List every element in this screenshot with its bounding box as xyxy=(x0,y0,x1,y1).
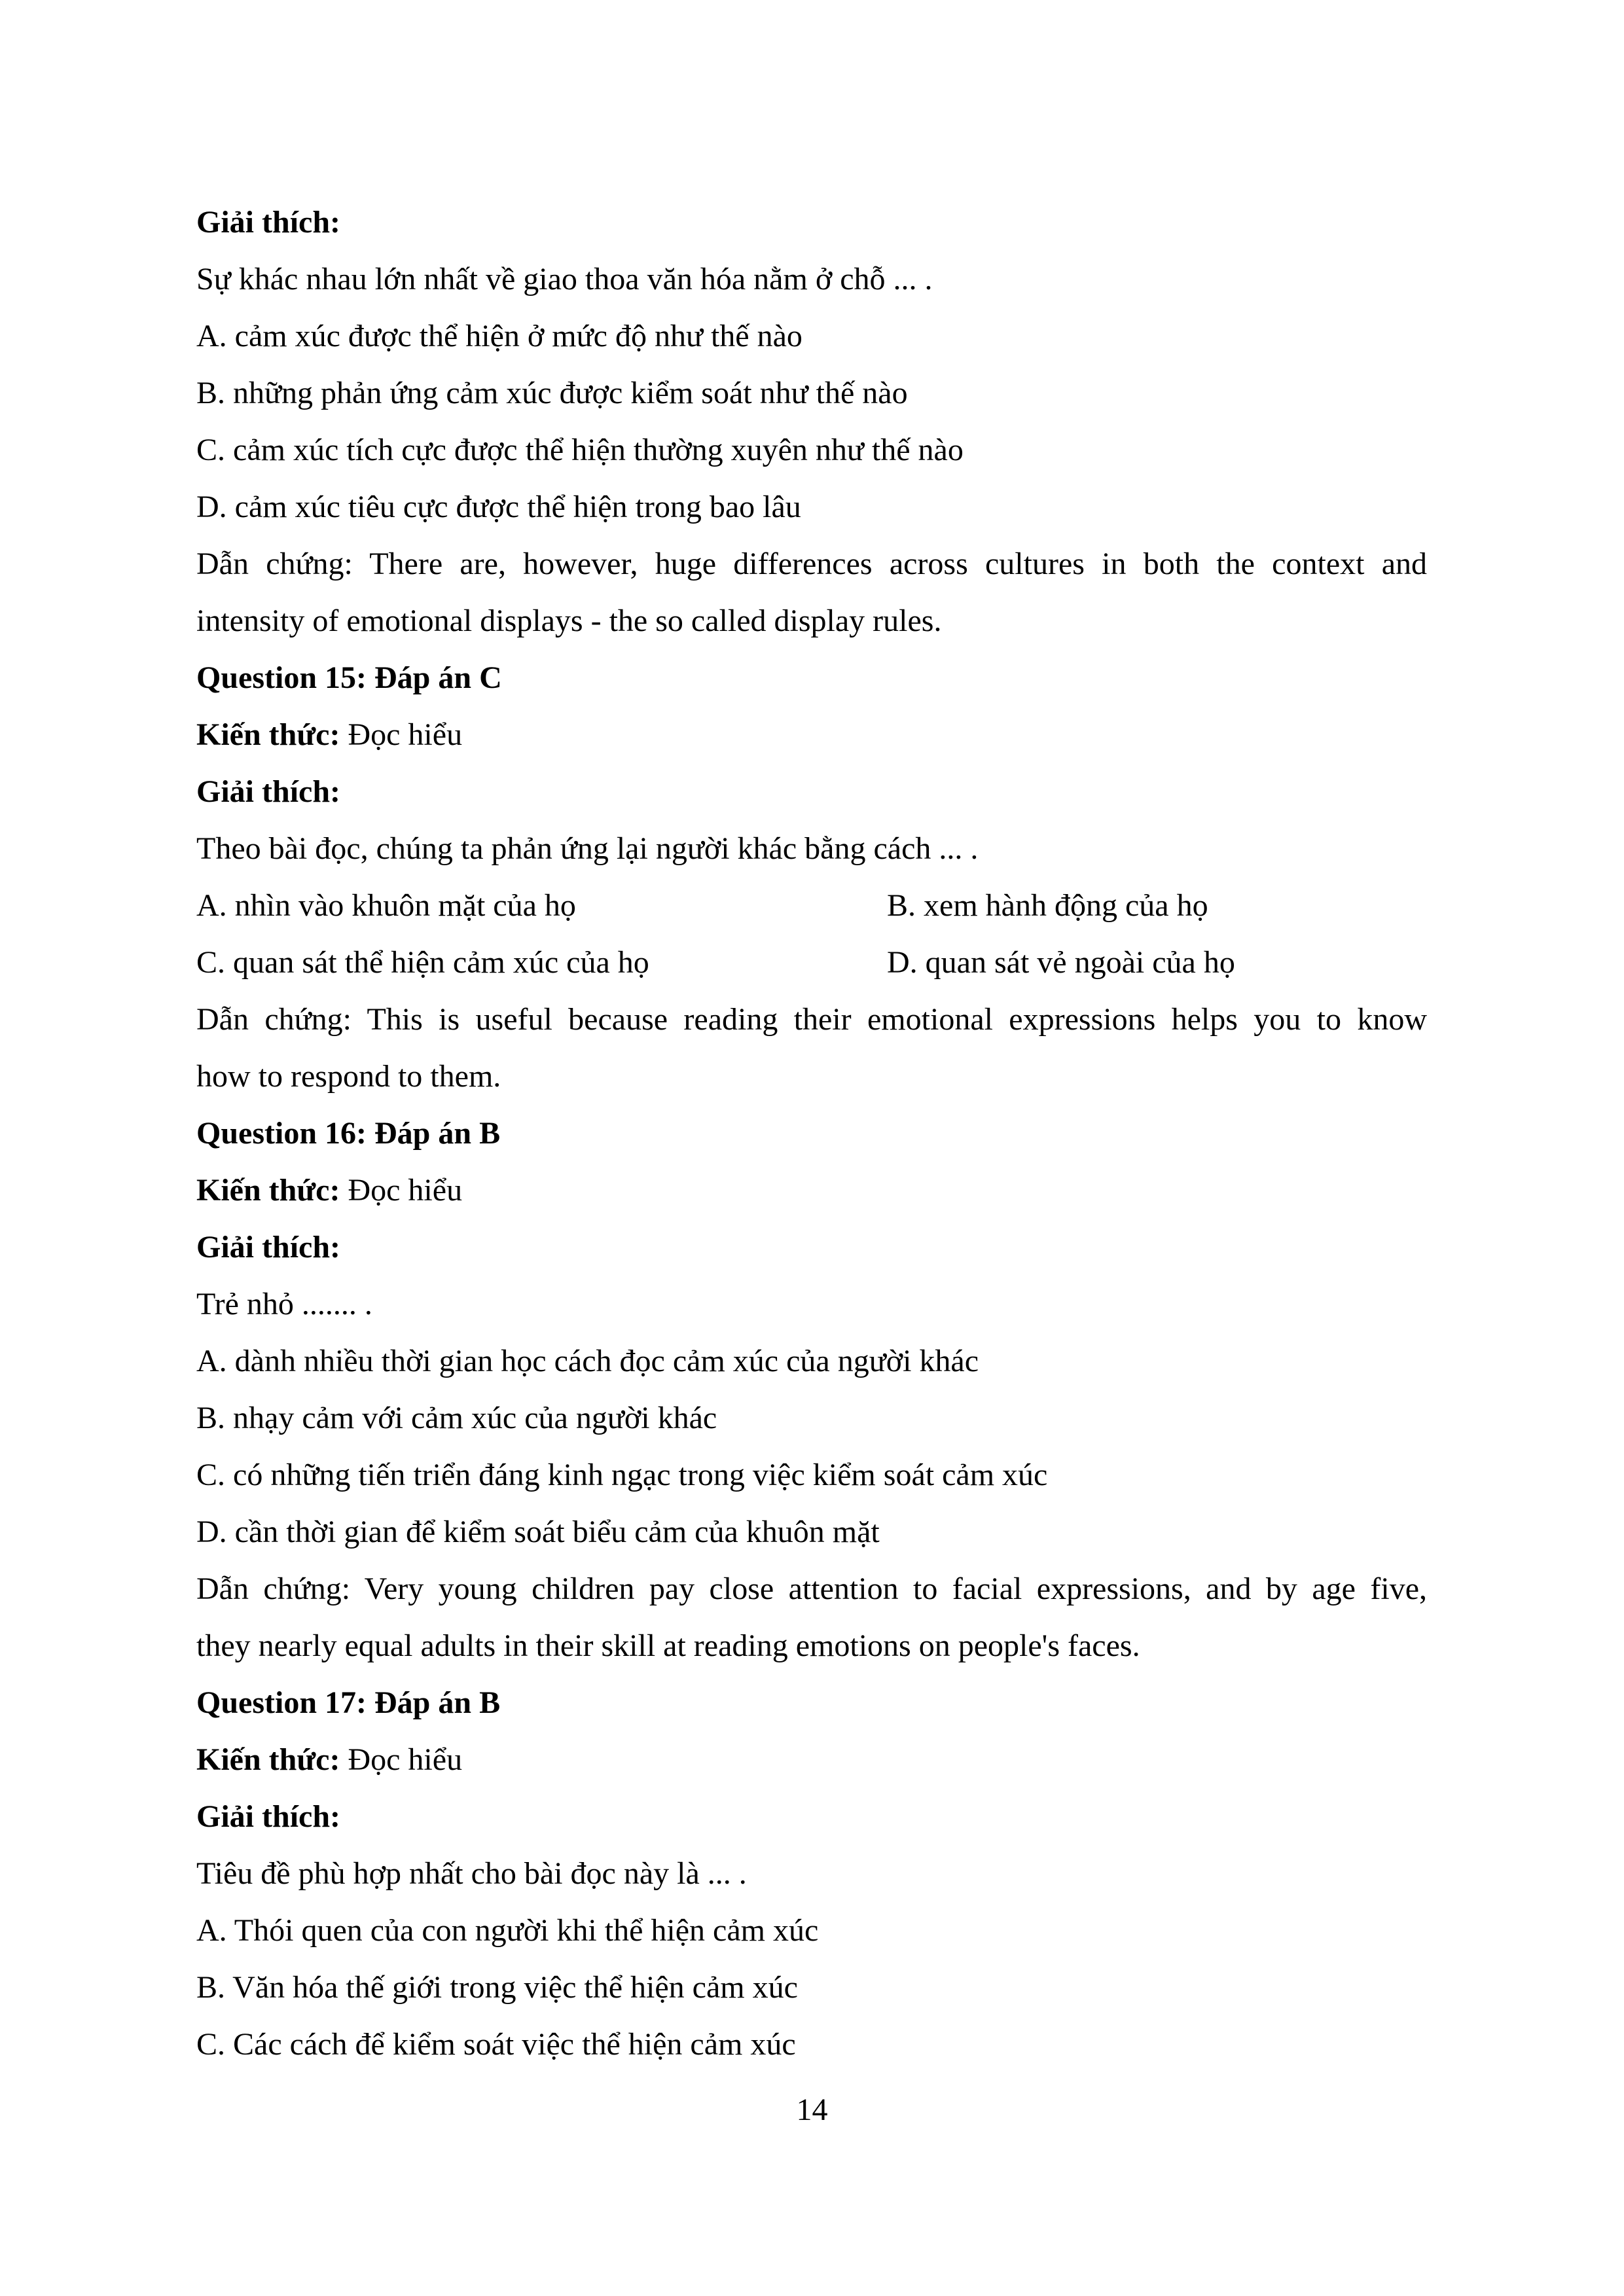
q15-heading: Question 15: Đáp án C xyxy=(196,660,502,695)
q15-evidence-line-2: how to respond to them. xyxy=(196,1059,501,1094)
q17-option-a: A. Thói quen của con người khi thể hiện cảm xúc xyxy=(196,1913,819,1948)
q16-explain-heading: Giải thích: xyxy=(196,1230,341,1265)
q14-question: Sự khác nhau lớn nhất về giao thoa văn hóa nằm ở chỗ ... . xyxy=(196,262,933,296)
q15-question: Theo bài đọc, chúng ta phản ứng lại người khác bằng cách ... . xyxy=(196,831,979,866)
page-content xyxy=(196,194,1427,2073)
q15-explain-heading: Giải thích: xyxy=(196,774,341,809)
q14-option-d: D. cảm xúc tiêu cực được thể hiện trong bao lâu xyxy=(196,490,801,524)
q15-knowledge-value: Đọc hiểu xyxy=(340,717,463,752)
q17-knowledge-label: Kiến thức: xyxy=(196,1742,340,1777)
q17-option-c: C. Các cách để kiểm soát việc thể hiện cảm xúc xyxy=(196,2027,796,2062)
q16-heading: Question 16: Đáp án B xyxy=(196,1116,501,1151)
q14-evidence-line-2: intensity of emotional displays - the so called display rules. xyxy=(196,603,942,638)
q17-knowledge xyxy=(196,1731,1427,1788)
q14-option-c: C. cảm xúc tích cực được thể hiện thường xuyên như thế nào xyxy=(196,433,964,467)
q15-option-a: A. nhìn vào khuôn mặt của họ xyxy=(196,888,576,923)
q15-option-b: B. xem hành động của họ xyxy=(887,888,1208,923)
q16-knowledge-label: Kiến thức: xyxy=(196,1173,340,1208)
q16-evidence-line-2: they nearly equal adults in their skill at reading emotions on people's faces. xyxy=(196,1628,1140,1663)
q16-knowledge xyxy=(196,1162,1427,1219)
q14-option-b: B. những phản ứng cảm xúc được kiểm soát như thế nào xyxy=(196,376,908,410)
q17-option-b: B. Văn hóa thế giới trong việc thể hiện cảm xúc xyxy=(196,1970,798,2005)
q16-option-c: C. có những tiến triển đáng kinh ngạc trong việc kiểm soát cảm xúc xyxy=(196,1458,1048,1492)
q14-evidence-line-1: Dẫn chứng: There are, however, huge differences across cultures in both the context and xyxy=(196,547,1427,581)
q15-evidence-line-1: Dẫn chứng: This is useful because reading their emotional expressions helps you to know xyxy=(196,1002,1427,1037)
q15-option-d: D. quan sát vẻ ngoài của họ xyxy=(887,945,1235,980)
q16-option-d: D. cần thời gian để kiểm soát biểu cảm của khuôn mặt xyxy=(196,1515,880,1549)
q17-explain-heading: Giải thích: xyxy=(196,1799,341,1834)
q16-evidence-line-1: Dẫn chứng: Very young children pay close attention to facial expressions, and by age five, xyxy=(196,1571,1427,1606)
q17-heading: Question 17: Đáp án B xyxy=(196,1685,501,1720)
q16-knowledge-value: Đọc hiểu xyxy=(340,1173,463,1208)
q15-knowledge xyxy=(196,706,1427,763)
page-number: 14 xyxy=(796,2092,828,2127)
q15-options-row-2 xyxy=(196,934,1427,991)
q17-question: Tiêu đề phù hợp nhất cho bài đọc này là ... . xyxy=(196,1856,747,1891)
q15-option-c: C. quan sát thể hiện cảm xúc của họ xyxy=(196,945,649,980)
q16-option-a: A. dành nhiều thời gian học cách đọc cảm xúc của người khác xyxy=(196,1344,979,1378)
q16-option-b: B. nhạy cảm với cảm xúc của người khác xyxy=(196,1401,717,1435)
q15-knowledge-label: Kiến thức: xyxy=(196,717,340,752)
q17-knowledge-value: Đọc hiểu xyxy=(340,1742,463,1777)
q15-options-row-1 xyxy=(196,877,1427,934)
q16-question: Trẻ nhỏ ....... . xyxy=(196,1287,372,1321)
q14-option-a: A. cảm xúc được thể hiện ở mức độ như thế nào xyxy=(196,319,803,353)
q14-explain-heading: Giải thích: xyxy=(196,205,341,240)
